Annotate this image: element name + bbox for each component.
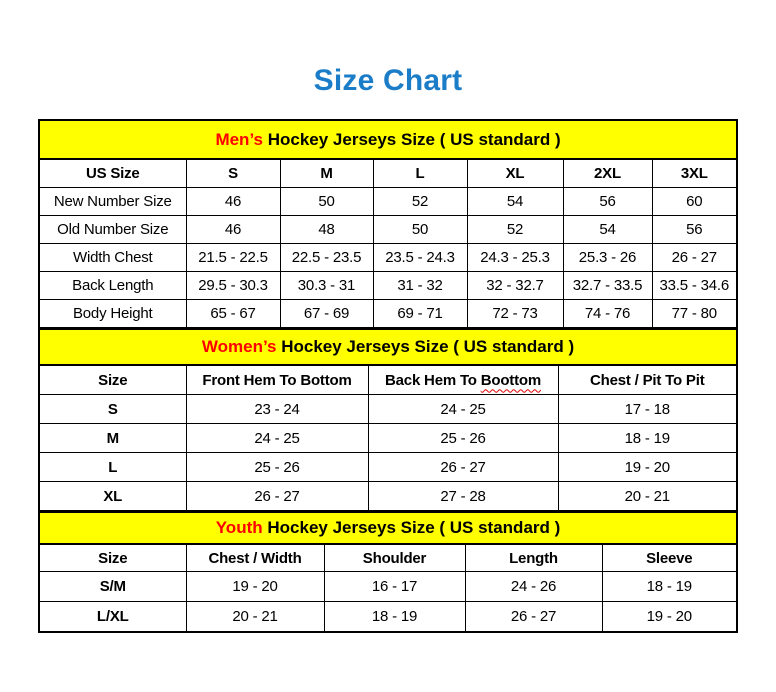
mens-value-cell: 26 - 27 — [652, 244, 736, 272]
womens-value-cell: 23 - 24 — [186, 395, 368, 424]
mens-value-cell: 33.5 - 34.6 — [652, 272, 736, 300]
womens-value-cell: 20 - 21 — [558, 482, 736, 511]
mens-value-cell: 52 — [467, 216, 563, 244]
mens-col-header: L — [373, 159, 467, 188]
mens-value-cell: 56 — [563, 188, 652, 216]
mens-value-cell: 46 — [186, 188, 280, 216]
womens-col-header: Size — [40, 365, 186, 395]
youth-row-label: L/XL — [40, 602, 186, 632]
womens-size-table — [40, 328, 736, 511]
womens-table-row — [40, 395, 736, 424]
youth-value-cell: 19 - 20 — [602, 602, 736, 632]
womens-table-row — [40, 424, 736, 453]
mens-value-cell: 32 - 32.7 — [467, 272, 563, 300]
mens-value-cell: 46 — [186, 216, 280, 244]
mens-value-cell: 60 — [652, 188, 736, 216]
mens-value-cell: 74 - 76 — [563, 300, 652, 328]
mens-section-title-rest: Hockey Jerseys Size ( US standard ) — [267, 129, 561, 149]
youth-value-cell: 20 - 21 — [186, 602, 324, 632]
youth-value-cell: 18 - 19 — [602, 572, 736, 602]
womens-value-cell: 18 - 19 — [558, 424, 736, 453]
womens-column-header-row — [40, 365, 736, 395]
womens-table-row — [40, 482, 736, 511]
womens-value-cell: 26 - 27 — [186, 482, 368, 511]
mens-value-cell: 50 — [373, 216, 467, 244]
mens-section-header-row — [40, 121, 736, 159]
mens-value-cell: 69 - 71 — [373, 300, 467, 328]
mens-value-cell: 23.5 - 24.3 — [373, 244, 467, 272]
mens-row-label: New Number Size — [40, 188, 186, 216]
womens-row-label: XL — [40, 482, 186, 511]
womens-section-title-rest: Hockey Jerseys Size ( US standard ) — [281, 337, 575, 356]
youth-col-header: Shoulder — [324, 544, 465, 572]
mens-value-cell: 67 - 69 — [280, 300, 373, 328]
womens-value-cell: 17 - 18 — [558, 395, 736, 424]
womens-table-row — [40, 453, 736, 482]
youth-column-header-row — [40, 544, 736, 572]
mens-value-cell: 54 — [467, 188, 563, 216]
womens-section-title-accent: Women’s — [201, 337, 277, 356]
mens-table-row — [40, 216, 736, 244]
misspelled-word-squiggle: Boottom — [480, 371, 541, 389]
youth-value-cell: 19 - 20 — [186, 572, 324, 602]
mens-row-label: Old Number Size — [40, 216, 186, 244]
mens-col-header: M — [280, 159, 373, 188]
mens-value-cell: 21.5 - 22.5 — [186, 244, 280, 272]
youth-col-header: Length — [465, 544, 602, 572]
mens-table-row — [40, 300, 736, 328]
mens-col-header: XL — [467, 159, 563, 188]
mens-size-table — [40, 121, 736, 328]
womens-value-cell: 25 - 26 — [186, 453, 368, 482]
mens-table-row — [40, 272, 736, 300]
womens-value-cell: 25 - 26 — [368, 424, 558, 453]
mens-value-cell: 22.5 - 23.5 — [280, 244, 373, 272]
youth-section-title-rest: Hockey Jerseys Size ( US standard ) — [267, 518, 561, 537]
mens-col-header: 2XL — [563, 159, 652, 188]
mens-section-title-accent: Men’s — [215, 129, 263, 149]
mens-value-cell: 77 - 80 — [652, 300, 736, 328]
mens-value-cell: 52 — [373, 188, 467, 216]
mens-value-cell: 29.5 - 30.3 — [186, 272, 280, 300]
mens-value-cell: 65 - 67 — [186, 300, 280, 328]
mens-value-cell: 72 - 73 — [467, 300, 563, 328]
mens-value-cell: 24.3 - 25.3 — [467, 244, 563, 272]
youth-value-cell: 18 - 19 — [324, 602, 465, 632]
youth-section-title-accent: Youth — [215, 518, 263, 537]
mens-col-header: 3XL — [652, 159, 736, 188]
mens-value-cell: 25.3 - 26 — [563, 244, 652, 272]
mens-section-title — [40, 121, 736, 159]
youth-value-cell: 26 - 27 — [465, 602, 602, 632]
mens-row-label: Back Length — [40, 272, 186, 300]
mens-row-label: Body Height — [40, 300, 186, 328]
womens-section-title — [40, 329, 736, 365]
mens-col-header: S — [186, 159, 280, 188]
womens-row-label: M — [40, 424, 186, 453]
youth-section-title — [40, 512, 736, 544]
youth-row-label: S/M — [40, 572, 186, 602]
youth-table-row — [40, 572, 736, 602]
youth-value-cell: 24 - 26 — [465, 572, 602, 602]
mens-value-cell: 32.7 - 33.5 — [563, 272, 652, 300]
mens-value-cell: 50 — [280, 188, 373, 216]
womens-section-header-row — [40, 329, 736, 365]
youth-value-cell: 16 - 17 — [324, 572, 465, 602]
womens-col-header-prefix: Back Hem To — [385, 371, 477, 389]
womens-value-cell: 24 - 25 — [368, 395, 558, 424]
youth-size-table — [40, 511, 736, 631]
womens-value-cell: 24 - 25 — [186, 424, 368, 453]
womens-col-header: Front Hem To Bottom — [186, 365, 368, 395]
mens-value-cell: 31 - 32 — [373, 272, 467, 300]
youth-col-header: Sleeve — [602, 544, 736, 572]
womens-value-cell: 19 - 20 — [558, 453, 736, 482]
womens-row-label: L — [40, 453, 186, 482]
youth-table-row — [40, 602, 736, 632]
mens-value-cell: 30.3 - 31 — [280, 272, 373, 300]
youth-col-header: Size — [40, 544, 186, 572]
womens-value-cell: 26 - 27 — [368, 453, 558, 482]
womens-value-cell: 27 - 28 — [368, 482, 558, 511]
youth-col-header: Chest / Width — [186, 544, 324, 572]
mens-col-header: US Size — [40, 159, 186, 188]
mens-value-cell: 54 — [563, 216, 652, 244]
womens-row-label: S — [40, 395, 186, 424]
mens-row-label: Width Chest — [40, 244, 186, 272]
mens-value-cell: 56 — [652, 216, 736, 244]
mens-table-row — [40, 244, 736, 272]
mens-table-row — [40, 188, 736, 216]
mens-column-header-row — [40, 159, 736, 188]
mens-value-cell: 48 — [280, 216, 373, 244]
page-title: Size Chart — [313, 64, 463, 97]
womens-col-header: Chest / Pit To Pit — [558, 365, 736, 395]
size-chart-container — [38, 119, 738, 633]
womens-col-header — [368, 365, 558, 395]
youth-section-header-row — [40, 512, 736, 544]
